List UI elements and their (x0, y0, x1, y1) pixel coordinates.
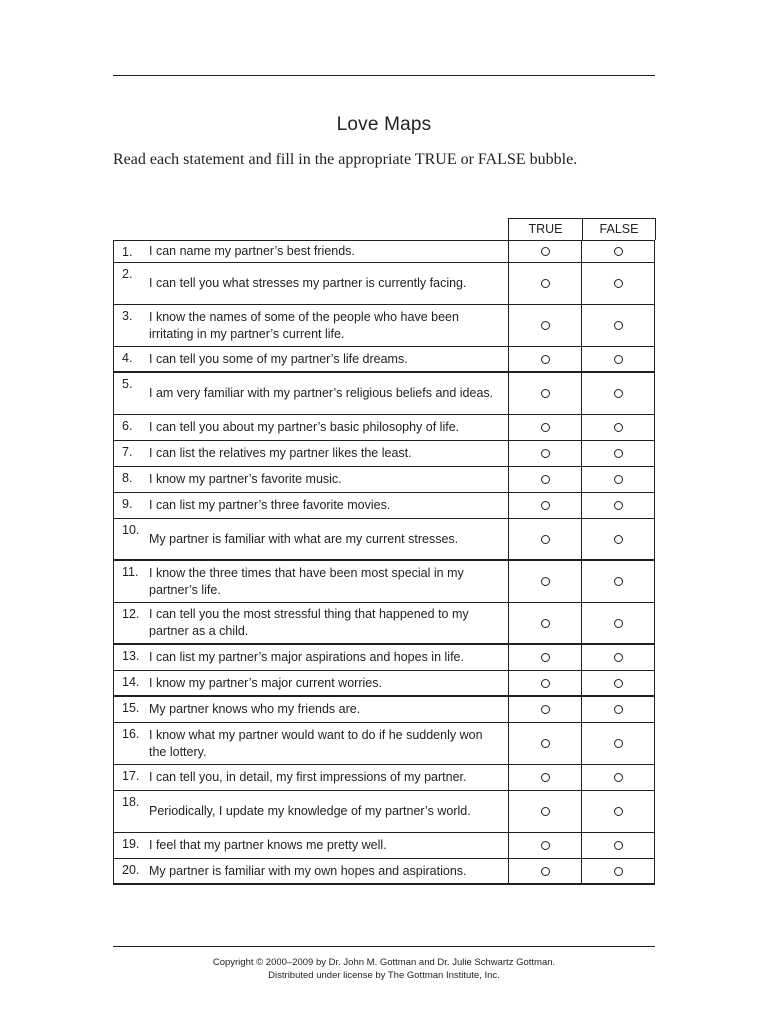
statement-row (114, 441, 654, 467)
statement-number: 5. (122, 377, 133, 391)
statement-number: 16. (122, 727, 140, 741)
false-bubble[interactable] (614, 739, 623, 748)
true-bubble[interactable] (541, 807, 550, 816)
statements-table (113, 240, 655, 885)
statement-number: 6. (122, 419, 133, 433)
false-bubble[interactable] (614, 679, 623, 688)
true-answer-cell (508, 373, 581, 414)
true-bubble[interactable] (541, 679, 550, 688)
false-answer-cell (581, 765, 654, 790)
statement-text: My partner is familiar with my own hopes and aspirations. (149, 863, 467, 878)
true-answer-cell (508, 493, 581, 518)
false-answer-cell (581, 415, 654, 440)
false-answer-cell (581, 263, 654, 304)
statement-text: I can tell you, in detail, my first impressions of my partner. (149, 770, 467, 784)
false-bubble[interactable] (614, 535, 623, 544)
false-answer-cell (581, 561, 654, 602)
true-answer-cell (508, 467, 581, 492)
false-bubble[interactable] (614, 841, 623, 850)
statement-cell (114, 493, 508, 518)
statement-cell (114, 791, 508, 832)
false-answer-cell (581, 241, 654, 262)
statement-cell (114, 373, 508, 414)
false-bubble[interactable] (614, 247, 623, 256)
statement-cell (114, 467, 508, 492)
false-bubble[interactable] (614, 449, 623, 458)
statement-text: I know my partner’s major current worries. (149, 675, 382, 690)
false-answer-cell (581, 859, 654, 883)
statement-row (114, 467, 654, 493)
statement-text: I can tell you the most stressful thing that happened to my partner as a child. (149, 607, 469, 638)
true-answer-cell (508, 697, 581, 722)
statement-row (114, 671, 654, 697)
false-bubble[interactable] (614, 355, 623, 364)
statement-row (114, 493, 654, 519)
false-answer-cell (581, 791, 654, 832)
statement-number: 9. (122, 497, 133, 511)
false-bubble[interactable] (614, 867, 623, 876)
statement-number: 3. (122, 309, 133, 323)
false-bubble[interactable] (614, 619, 623, 628)
false-bubble[interactable] (614, 577, 623, 586)
statement-cell (114, 765, 508, 790)
true-bubble[interactable] (541, 841, 550, 850)
statement-row (114, 697, 654, 723)
top-divider (113, 75, 655, 76)
statement-number: 2. (122, 267, 133, 281)
statement-text: I know what my partner would want to do if he suddenly won the lottery. (149, 727, 483, 759)
false-answer-cell (581, 645, 654, 670)
statement-row (114, 859, 654, 885)
statement-row (114, 833, 654, 859)
false-answer-cell (581, 833, 654, 858)
true-bubble[interactable] (541, 535, 550, 544)
true-bubble[interactable] (541, 773, 550, 782)
false-bubble[interactable] (614, 475, 623, 484)
false-answer-cell (581, 697, 654, 722)
statement-text: Periodically, I update my knowledge of my partner’s world. (149, 804, 471, 818)
true-answer-cell (508, 723, 581, 764)
statement-number: 19. (122, 837, 140, 851)
statement-cell (114, 415, 508, 440)
true-bubble[interactable] (541, 279, 550, 288)
true-bubble[interactable] (541, 247, 550, 256)
statement-row (114, 519, 654, 561)
false-answer-cell (581, 723, 654, 764)
true-bubble[interactable] (541, 423, 550, 432)
false-answer-cell (581, 603, 654, 643)
false-bubble[interactable] (614, 807, 623, 816)
true-answer-cell (508, 859, 581, 883)
false-bubble[interactable] (614, 705, 623, 714)
statement-text: I can tell you about my partner’s basic philosophy of life. (149, 420, 460, 434)
false-answer-cell (581, 519, 654, 559)
true-answer-cell (508, 305, 581, 346)
true-bubble[interactable] (541, 653, 550, 662)
false-answer-cell (581, 467, 654, 492)
statement-number: 14. (122, 675, 140, 689)
statement-text: I am very familiar with my partner’s religious beliefs and ideas. (149, 386, 494, 400)
bottom-divider (113, 946, 655, 947)
statement-text: I know the three times that have been most special in my partner’s life. (149, 565, 464, 597)
statement-text: I can tell you some of my partner’s life dreams. (149, 351, 408, 366)
statement-cell (114, 519, 508, 559)
statement-cell (114, 347, 508, 371)
true-bubble[interactable] (541, 501, 550, 510)
statement-cell (114, 263, 508, 304)
statement-number: 13. (122, 649, 140, 663)
statement-row (114, 415, 654, 441)
false-bubble[interactable] (614, 423, 623, 432)
statement-row (114, 561, 654, 603)
statement-number: 7. (122, 445, 133, 459)
copyright-footer (0, 956, 768, 982)
true-answer-cell (508, 791, 581, 832)
statement-row (114, 791, 654, 833)
statement-text: I can list the relatives my partner likes the least. (149, 446, 412, 460)
true-answer-cell (508, 645, 581, 670)
instructions-text: Read each statement and fill in the appropriate TRUE or FALSE bubble. (113, 151, 578, 168)
true-answer-cell (508, 519, 581, 559)
statement-text: I can name my partner’s best friends. (149, 244, 355, 258)
true-bubble[interactable] (541, 739, 550, 748)
true-bubble[interactable] (541, 321, 550, 330)
statement-cell (114, 441, 508, 466)
false-answer-cell (581, 671, 654, 695)
true-column-header: TRUE (528, 222, 563, 236)
statement-number: 1. (122, 245, 133, 259)
true-bubble[interactable] (541, 355, 550, 364)
statement-row (114, 645, 654, 671)
statement-number: 8. (122, 471, 133, 485)
copyright-line: Copyright © 2000–2009 by Dr. John M. Gottman and Dr. Julie Schwartz Gottman. (212, 957, 556, 968)
answer-column-header (508, 218, 656, 240)
statement-row (114, 373, 654, 415)
false-bubble[interactable] (614, 653, 623, 662)
statement-text: I know my partner’s favorite music. (149, 472, 342, 486)
statement-row (114, 305, 654, 347)
false-answer-cell (581, 305, 654, 346)
statement-text: I can list my partner’s three favorite movies. (149, 498, 391, 512)
false-answer-cell (581, 493, 654, 518)
false-answer-cell (581, 373, 654, 414)
statement-cell (114, 305, 508, 346)
statement-number: 11. (122, 565, 139, 579)
statement-cell (114, 697, 508, 722)
true-bubble[interactable] (541, 619, 550, 628)
statement-text: I can list my partner’s major aspirations and hopes in life. (149, 650, 464, 664)
license-line: Distributed under license by The Gottman Institute, Inc. (268, 970, 500, 981)
true-bubble[interactable] (541, 475, 550, 484)
true-bubble[interactable] (541, 389, 550, 398)
true-answer-cell (508, 603, 581, 643)
false-bubble[interactable] (614, 773, 623, 782)
statement-row (114, 241, 654, 263)
true-bubble[interactable] (541, 867, 550, 876)
statement-text: My partner is familiar with what are my current stresses. (149, 531, 459, 546)
statement-number: 20. (122, 863, 140, 877)
statement-number: 17. (122, 769, 140, 783)
true-answer-cell (508, 347, 581, 371)
true-bubble[interactable] (541, 449, 550, 458)
statement-text: I feel that my partner knows me pretty well. (149, 838, 387, 852)
false-answer-cell (581, 441, 654, 466)
true-answer-cell (508, 441, 581, 466)
false-bubble[interactable] (614, 389, 623, 398)
statement-number: 18. (122, 795, 140, 809)
true-answer-cell (508, 415, 581, 440)
false-bubble[interactable] (614, 279, 623, 288)
true-answer-cell (508, 765, 581, 790)
true-answer-cell (508, 561, 581, 602)
statement-cell (114, 603, 508, 643)
statement-cell (114, 561, 508, 602)
true-bubble[interactable] (541, 577, 550, 586)
statement-cell (114, 859, 508, 883)
statement-number: 12. (122, 607, 140, 621)
statement-number: 4. (122, 351, 133, 365)
statement-row (114, 603, 654, 645)
statement-row (114, 263, 654, 305)
false-bubble[interactable] (614, 501, 623, 510)
statement-row (114, 723, 654, 765)
statement-text: My partner knows who my friends are. (149, 702, 361, 716)
statement-cell (114, 645, 508, 670)
statement-cell (114, 833, 508, 858)
statement-cell (114, 671, 508, 695)
statement-cell (114, 723, 508, 764)
statement-cell (114, 241, 508, 262)
statement-row (114, 765, 654, 791)
true-answer-cell (508, 833, 581, 858)
false-bubble[interactable] (614, 321, 623, 330)
false-answer-cell (581, 347, 654, 371)
statement-number: 15. (122, 701, 140, 715)
true-answer-cell (508, 241, 581, 262)
true-bubble[interactable] (541, 705, 550, 714)
statement-text: I know the names of some of the people who have been irritating in my partner’s current life. (149, 309, 459, 341)
true-answer-cell (508, 263, 581, 304)
statement-row (114, 347, 654, 373)
true-answer-cell (508, 671, 581, 695)
statement-text: I can tell you what stresses my partner is currently facing. (149, 276, 467, 290)
false-column-header: FALSE (582, 219, 655, 241)
page-title: Love Maps (336, 114, 432, 135)
statement-number: 10. (122, 523, 140, 537)
